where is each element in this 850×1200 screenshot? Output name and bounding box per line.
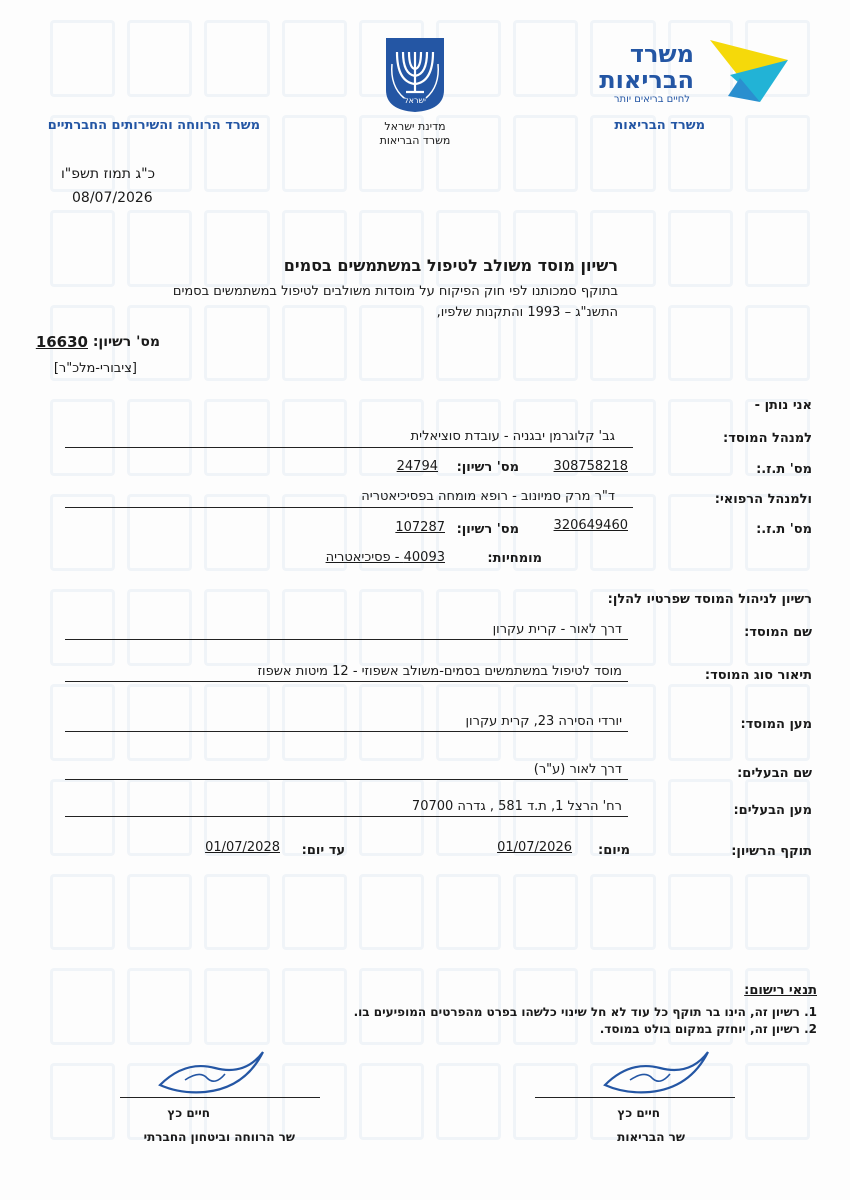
specialty-value: 40093 - פסיכיאטריה <box>325 550 445 565</box>
medical-director-id-value: 320649460 <box>553 518 628 533</box>
owner-line <box>65 779 628 780</box>
medical-director-label: ולמנהל הרפואי: <box>714 492 812 507</box>
left-signature-line <box>120 1097 320 1098</box>
to-label: עד יום: <box>301 843 345 858</box>
institution-type-value: מוסד לטיפול במשתמשים בסמים-משולב אשפוזי - 12 מיטות אשפוז <box>257 664 622 679</box>
validity-label: תוקף הרשיון: <box>731 844 812 859</box>
owner-value: דרך לאור (ע"ר) <box>533 762 622 777</box>
ministry-logo-slogan: לחיים בריאים יותר <box>613 94 690 105</box>
from-value: 01/07/2026 <box>497 840 572 855</box>
institution-name-value: דרך לאור - קרית עקרון <box>492 622 622 637</box>
ministry-logo-line1: משרד <box>629 40 694 68</box>
condition-item-1: 1. רשיון זה, הינו בר תוקף כל עוד לא חל שינוי כלשהו בפרט מהפרטים המופיעים בו. <box>353 1005 817 1019</box>
license-number-label: מס' רשיון: <box>92 334 160 350</box>
left-signature-icon <box>145 1040 275 1100</box>
institution-address-line <box>65 731 628 732</box>
license-category: [ציבורי-מלכ"ר] <box>53 361 137 376</box>
right-signature-line <box>535 1097 735 1098</box>
institution-address-value: יורדי הסירה 23, קרית עקרון <box>465 714 622 729</box>
director-id-label: מס' ת.ז.: <box>756 462 812 477</box>
grant-intro: אני נותן - <box>754 398 812 413</box>
director-line <box>65 447 633 448</box>
medical-director-license-value: 107287 <box>395 520 445 535</box>
emblem-caption-line1: מדינת ישראל <box>384 120 446 133</box>
medical-director-id-label: מס' ת.ז.: <box>756 522 812 537</box>
to-value: 01/07/2028 <box>205 840 280 855</box>
conditions-heading: תנאי רישום: <box>744 983 817 998</box>
institution-name-label: שם המוסד: <box>744 625 812 640</box>
ministry-logo-bird-icon <box>700 30 790 105</box>
ministry-logo-line2: הבריאות <box>599 66 694 94</box>
subtitle-line1: בתוקף סמכותנו לפי חוק הפיקוח על מוסדות משולבים לטיפול במשתמשים בסמים <box>172 284 618 299</box>
welfare-ministry-label: משרד הרווחה והשירותים החברתיים <box>47 118 260 133</box>
director-value: גב' קלוגרמן יבגניה - עובדת סוציאלית <box>410 429 615 444</box>
ministry-of-health-logo <box>600 30 790 110</box>
director-id-value: 308758218 <box>553 459 628 474</box>
state-emblem <box>382 34 448 114</box>
right-signatory-title: שר הבריאות <box>617 1130 685 1144</box>
director-license-value: 24794 <box>396 459 438 474</box>
right-signatory-name: חיים כץ <box>617 1106 660 1120</box>
emblem-text: ישראל <box>404 96 426 105</box>
left-signatory-title: שר הרווחה וביטחון החברתי <box>143 1130 295 1144</box>
left-signatory-name: חיים כץ <box>167 1106 210 1120</box>
right-signature-icon <box>590 1040 720 1100</box>
ministry-of-health-label: משרד הבריאות <box>614 118 705 133</box>
condition-item-2: 2. רשיון זה, יוחזק במקום בולט במוסד. <box>599 1022 817 1036</box>
medical-director-line <box>65 507 633 508</box>
director-license-label: מס' רשיון: <box>456 460 519 475</box>
license-number: 16630 <box>35 333 88 351</box>
owner-address-label: מען הבעלים: <box>733 803 812 818</box>
institution-type-label: תיאור סוג המוסד: <box>704 668 812 683</box>
owner-label: שם הבעלים: <box>737 766 812 781</box>
medical-director-value: ד"ר מרק סמיונוב - רופא מומחה בפסיכיאטריה <box>361 489 615 504</box>
page-title: רשיון מוסד משולב לטיפול במשתמשים בסמים <box>283 256 618 275</box>
institution-name-line <box>65 639 628 640</box>
institution-heading: רשיון לניהול המוסד שפרטיו להלן: <box>607 592 812 607</box>
hebrew-date: כ"ג תמוז תשפ"ו <box>60 166 155 182</box>
director-label: למנהל המוסד: <box>723 431 812 446</box>
from-label: מיום: <box>598 843 630 858</box>
gregorian-date: 08/07/2026 <box>72 190 153 206</box>
watermark-pattern <box>50 20 810 1140</box>
subtitle-line2: התשנ"ג – 1993 והתקנות שלפיו, <box>436 305 618 320</box>
owner-address-value: רח' הרצל 1, ת.ד 581 , גדרה 70700 <box>411 799 622 814</box>
emblem-caption-line2: משרד הבריאות <box>379 134 451 147</box>
medical-director-license-label: מס' רשיון: <box>456 522 519 537</box>
institution-type-line <box>65 681 628 682</box>
institution-address-label: מען המוסד: <box>740 717 812 732</box>
owner-address-line <box>65 816 628 817</box>
specialty-label: מומחיות: <box>487 551 542 566</box>
